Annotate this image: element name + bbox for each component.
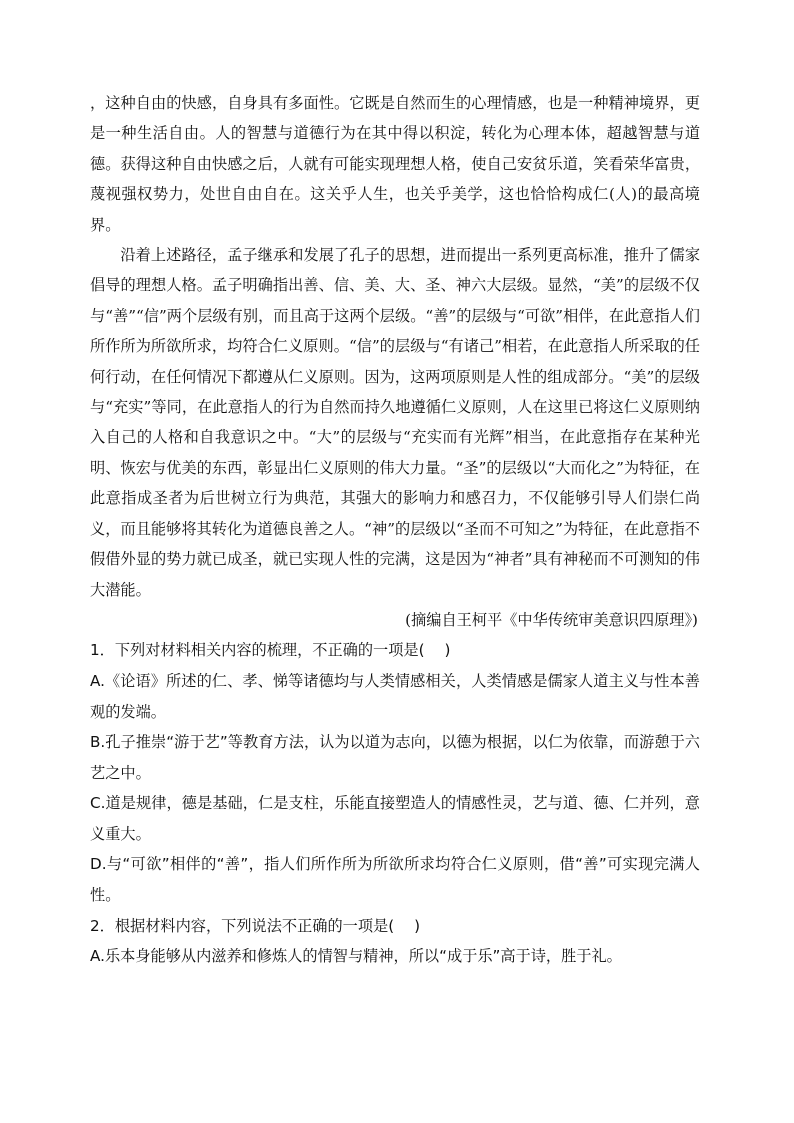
question-2-stem: 2．根据材料内容，下列说法不正确的一项是( ) <box>90 916 421 935</box>
question-1-option-d: D.与“可欲”相伴的“善”，指人们所作所为所欲所求均符合仁义原则，借“善”可实现完满人性。 <box>90 855 700 905</box>
passage-paragraph-1: ，这种自由的快感，自身具有多面性。它既是自然而生的心理情感，也是一种精神境界，更是一种生活自由。人的智慧与道德行为在其中得以积淀，转化为心理本体，超越智慧与道德。获得这种自由快感之后，人就有可能实现理想人格，使自己安贫乐道，笑看荣华富贵，蔑视强权势力，处世自由自在。这关乎人生，也关乎美学，这也恰恰构成仁(人)的最高境界。 <box>90 94 700 234</box>
passage-source: (摘编自王柯平《中华传统审美意识四原理》) <box>405 610 698 629</box>
question-1-option-c: C.道是规律，德是基础，仁是支柱，乐能直接塑造人的情感性灵，艺与道、德、仁并列，意义重大。 <box>90 794 700 843</box>
document-page <box>90 88 700 972</box>
question-2-option-a: A.乐本身能够从内滋养和修炼人的情智与精神，所以“成于乐”高于诗，胜于礼。 <box>90 947 622 966</box>
question-1-option-a: A.《论语》所述的仁、孝、悌等诸德均与人类情感相关，人类情感是儒家人道主义与性本善观的发端。 <box>90 671 700 721</box>
question-1-option-b: B.孔子推崇“游于艺”等教育方法，认为以道为志向，以德为根据，以仁为依靠，而游憩于六艺之中。 <box>90 733 700 782</box>
passage-paragraph-2: 沿着上述路径，孟子继承和发展了孔子的思想，进而提出一系列更高标准，推升了儒家倡导的理想人格。孟子明确指出善、信、美、大、圣、神六大层级。显然，“美”的层级不仅与“善”“信”两个层级有别，而且高于这两个层级。“善”的层级与“可欲”相伴，在此意指人们所作所为所欲所求，均符合仁义原则。“信”的层级与“有诸己”相若，在此意指人所采取的任何行动，在任何情况下都遵从仁义原则。因为，这两项原则是人性的组成部分。“美”的层级与“充实”等同，在此意指人的行为自然而持久地遵循仁义原则，人在这里已将这仁义原则纳入自己的人格和自我意识之中。“大”的层级与“充实而有光辉”相当，在此意指存在某种光明、恢宏与优美的东西，彰显出仁义原则的伟大力量。“圣”的层级以“大而化之”为特征，在此意指成圣者为后世树立行为典范，其强大的影响力和感召力，不仅能够引导人们崇仁尚义，而且能够将其转化为道德良善之人。“神”的层级以“圣而不可知之”为特征，在此意指不假借外显的势力就已成圣，就已实现人性的完满，这是因为“神者”具有神秘而不可测知的伟大潜能。 <box>90 246 700 599</box>
question-1-stem: 1．下列对材料相关内容的梳理，不正确的一项是( ) <box>90 641 451 660</box>
